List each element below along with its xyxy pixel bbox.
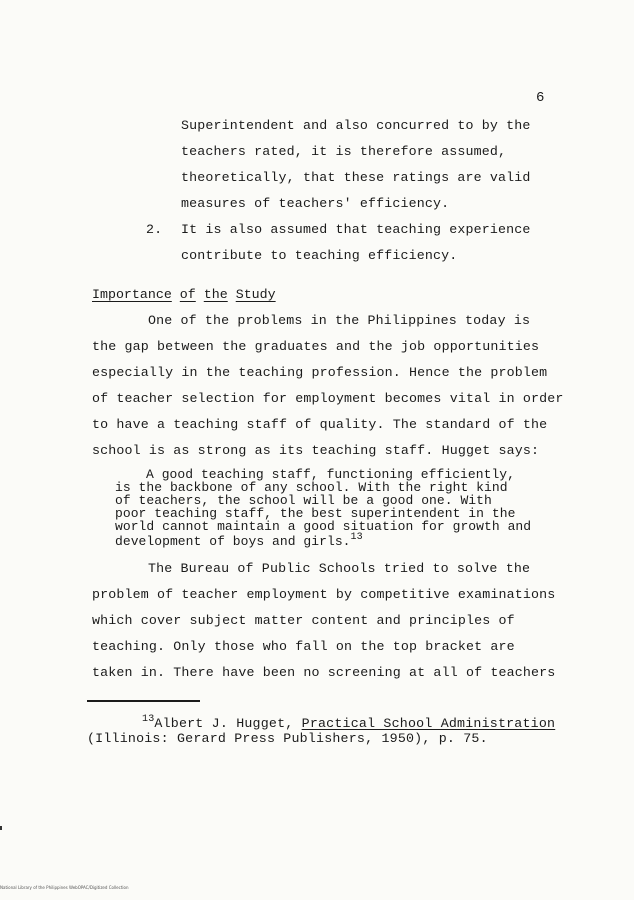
text-line: teaching. Only those who fall on the top bracket are (92, 639, 515, 654)
text-line: teachers rated, it is therefore assumed, (181, 144, 507, 159)
quote-line: world cannot maintain a good situation for growth and (115, 519, 532, 534)
footnote-line (142, 714, 555, 731)
text-line: which cover subject matter content and principles of (92, 613, 515, 628)
text-line: Superintendent and also concurred to by the (181, 118, 531, 133)
text-line: It is also assumed that teaching experience (181, 222, 531, 237)
text-line: of teacher selection for employment becomes vital in order (92, 391, 564, 406)
heading-word: Importance (92, 287, 172, 302)
text-line: especially in the teaching profession. Hence the problem (92, 365, 548, 380)
footnote-number: 13 (142, 714, 155, 725)
text-line: taken in. There have been no screening at all of teachers (92, 665, 556, 680)
edge-mark (0, 826, 2, 830)
quote-line: A good teaching staff, functioning efficiently, (146, 467, 516, 482)
quote-text: development of boys and girls. (115, 534, 351, 549)
text-line: school is as strong as its teaching staff. Hugget says: (92, 443, 540, 458)
text-line: The Bureau of Public Schools tried to solve the (148, 561, 531, 576)
list-number: 2. (146, 222, 163, 237)
quote-line: of teachers, the school will be a good one. With (115, 493, 492, 508)
footnote-ref: 13 (350, 532, 363, 543)
footnote-rule (87, 700, 200, 702)
text-line: problem of teacher employment by competitive examinations (92, 587, 556, 602)
heading-word: the (203, 287, 228, 302)
text-line: the gap between the graduates and the job opportunities (92, 339, 540, 354)
text-line: theoretically, that these ratings are valid (181, 170, 531, 185)
margin-note: National Library of the Philippines WebOPAC/Digitized Collection (0, 885, 129, 890)
quote-line (115, 533, 363, 548)
text-line: measures of teachers' efficiency. (181, 196, 450, 211)
text-line: contribute to teaching efficiency. (181, 248, 458, 263)
quote-line: poor teaching staff, the best superintendent in the (115, 506, 516, 521)
text-line: One of the problems in the Philippines today is (148, 313, 531, 328)
page-number: 6 (536, 90, 545, 106)
footnote-title: Practical School Administration (301, 716, 556, 731)
heading-word: of (179, 287, 196, 302)
heading-word: Study (235, 287, 276, 302)
footnote-author: Albert J. Hugget, (154, 716, 302, 731)
quote-line: is the backbone of any school. With the right kind (115, 480, 508, 495)
text-line: to have a teaching staff of quality. The standard of the (92, 417, 548, 432)
footnote-line: (Illinois: Gerard Press Publishers, 1950), p. 75. (87, 731, 488, 746)
section-heading (92, 287, 284, 302)
